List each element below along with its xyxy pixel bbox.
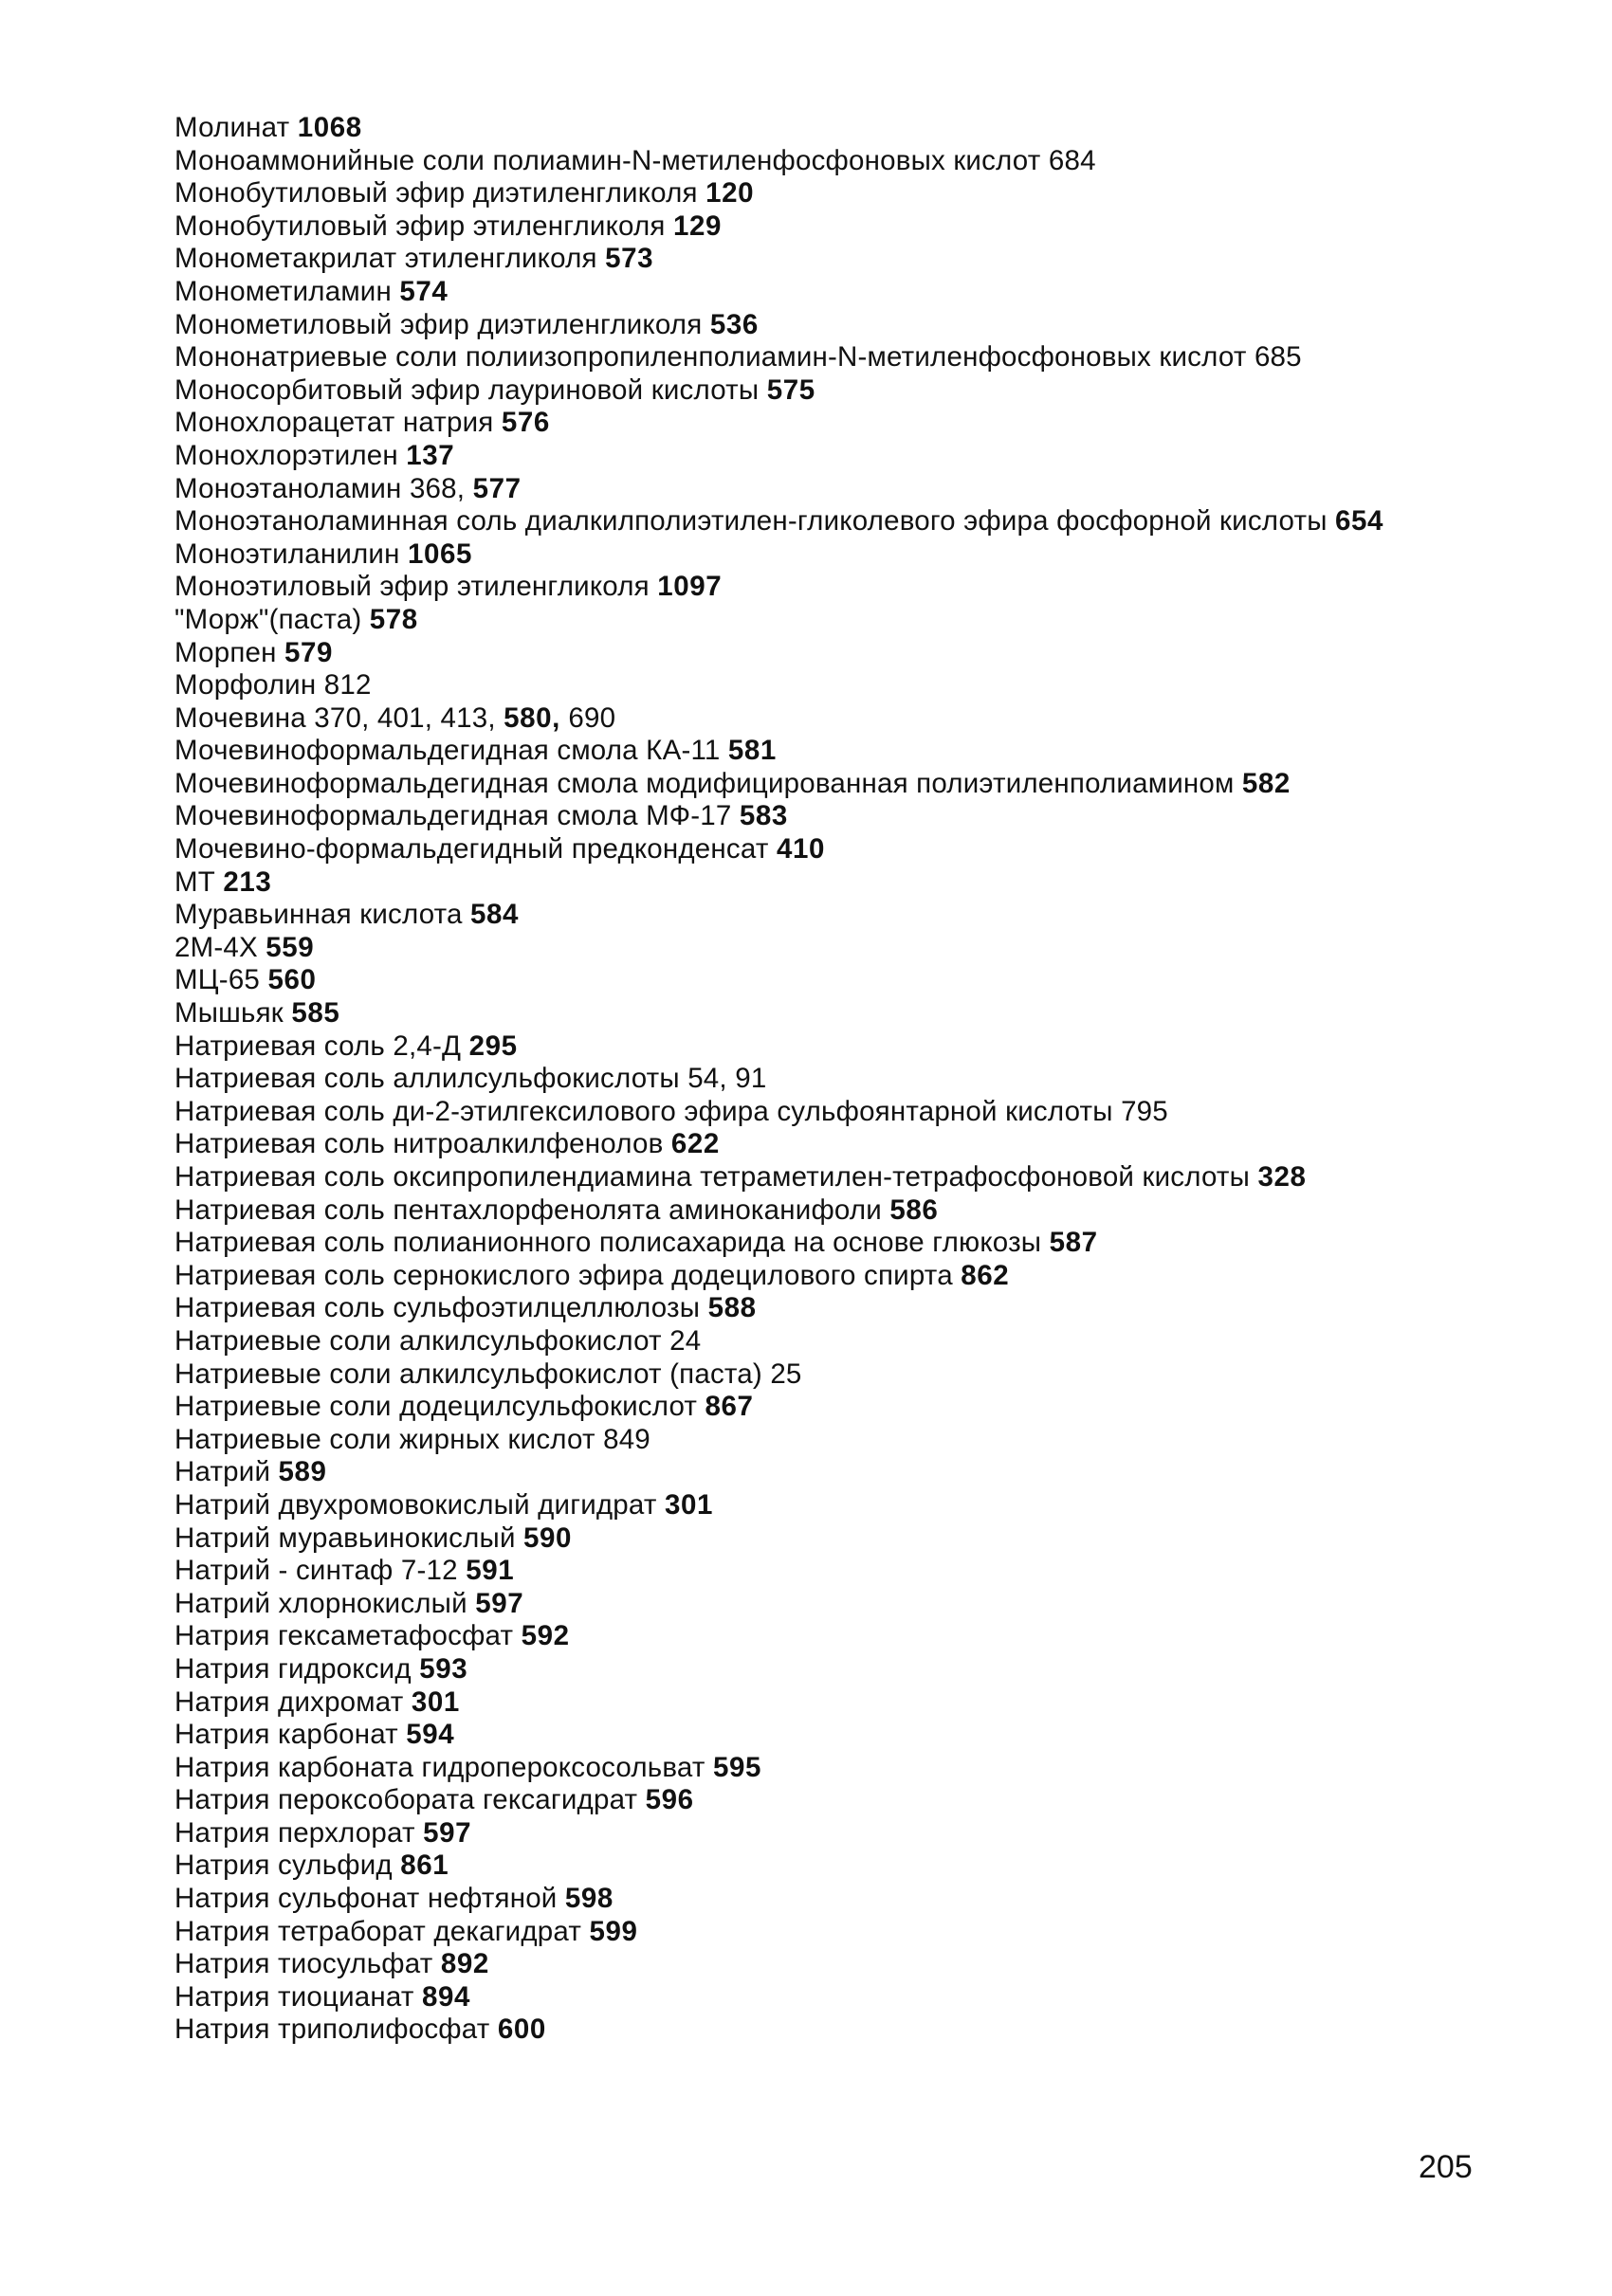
primary-page-reference: 1068	[297, 112, 362, 143]
index-term: Мышьяк	[174, 997, 284, 1030]
primary-page-reference: 573	[605, 243, 654, 275]
primary-page-reference: 600	[497, 2014, 546, 2046]
primary-page-reference: 596	[645, 1784, 694, 1816]
index-term: Монометакрилат этиленгликоля	[174, 243, 597, 275]
index-term: Монобутиловый эфир диэтиленгликоля	[174, 177, 698, 210]
index-entry	[174, 702, 1502, 736]
page-number: 205	[1419, 2149, 1473, 2185]
primary-page-reference: 301	[664, 1488, 713, 1521]
index-entry	[174, 1555, 1502, 1588]
primary-page-reference: 559	[266, 931, 315, 963]
page-reference: 690	[568, 702, 616, 734]
index-term: Натрия сульфонат нефтяной	[174, 1883, 558, 1915]
primary-page-reference: 579	[284, 636, 334, 668]
primary-page-reference: 584	[470, 899, 520, 931]
index-term: Натриевые соли алкилсульфокислот	[174, 1324, 662, 1357]
primary-page-reference: 1097	[657, 571, 723, 603]
index-term: Натриевая соль оксипропилендиамина тетраметилен-тетрафосфоновой кислоты	[174, 1161, 1251, 1193]
primary-page-reference: 590	[523, 1522, 573, 1554]
primary-page-reference: 120	[705, 177, 755, 210]
index-term: Моноаммонийные соли полиамин-N-метиленфосфоновых кислот	[174, 144, 1041, 176]
index-entry	[174, 341, 1502, 374]
index-term: Натрия карбоната гидропероксосольват	[174, 1751, 705, 1783]
primary-page-reference: 583	[739, 800, 788, 832]
index-entry	[174, 833, 1502, 866]
index-term: Натриевая соль пентахлорфенолята аминоканифоли	[174, 1194, 882, 1226]
index-term: Натриевые соли жирных кислот	[174, 1423, 595, 1455]
index-entry	[174, 505, 1502, 538]
page-reference: 684	[1048, 144, 1096, 176]
index-entry	[174, 1850, 1502, 1883]
index-term: Монометиламин	[174, 275, 392, 307]
primary-page-reference: 599	[589, 1915, 638, 1947]
index-term: Монохлорэтилен	[174, 439, 398, 471]
index-entry	[174, 1456, 1502, 1489]
page-reference: 54, 91	[687, 1063, 767, 1095]
index-entry	[174, 1686, 1502, 1720]
index-entry	[174, 309, 1502, 342]
index-entry	[174, 932, 1502, 965]
index-entry	[174, 1784, 1502, 1817]
index-term: Моноэтаноламин	[174, 472, 402, 504]
index-entry	[174, 1227, 1502, 1260]
index-term: МТ	[174, 866, 215, 898]
index-entry	[174, 604, 1502, 637]
index-entry	[174, 112, 1502, 145]
index-term: МЦ-65	[174, 964, 261, 996]
page-reference: 795	[1121, 1095, 1168, 1127]
index-term: Натрий - синтаф 7-12	[174, 1555, 458, 1587]
index-term: Натрия дихромат	[174, 1686, 404, 1718]
primary-page-reference: 594	[406, 1719, 455, 1751]
index-entry	[174, 1620, 1502, 1653]
index-term: Моноэтиланилин	[174, 538, 400, 570]
index-term: Натриевая соль ди-2-этилгексилового эфира сульфоянтарной кислоты	[174, 1095, 1113, 1127]
primary-page-reference: 301	[411, 1686, 460, 1718]
index-term: Натрий хлорнокислый	[174, 1587, 467, 1619]
primary-page-reference: 577	[472, 472, 522, 504]
page-reference: 25	[770, 1358, 802, 1390]
index-term: Муравьинная кислота	[174, 899, 463, 931]
primary-page-reference: 654	[1335, 505, 1384, 538]
index-entry	[174, 1588, 1502, 1621]
index-term: Морфолин	[174, 669, 317, 702]
index-entry	[174, 538, 1502, 572]
primary-page-reference: 578	[369, 603, 418, 635]
primary-page-reference: 894	[421, 1980, 471, 2013]
index-term: Натрия гексаметафосфат	[174, 1620, 514, 1652]
primary-page-reference: 595	[712, 1751, 761, 1783]
index-term: Мочевиноформальдегидная смола модифицированная полиэтиленполиамином	[174, 767, 1235, 799]
primary-page-reference: 582	[1241, 767, 1291, 799]
index-entry	[174, 866, 1502, 900]
index-term: Натрий	[174, 1456, 271, 1488]
index-entry	[174, 1817, 1502, 1850]
index-term: Мононатриевые соли полиизопропиленполиамин-N-метиленфосфоновых кислот	[174, 341, 1247, 374]
index-entry	[174, 440, 1502, 473]
subject-index-list	[174, 112, 1502, 2047]
index-entry	[174, 1128, 1502, 1161]
primary-page-reference: 328	[1257, 1161, 1307, 1193]
index-term: Моноэтиловый эфир этиленгликоля	[174, 571, 650, 603]
page-reference: 812	[323, 669, 372, 702]
index-term: Мочевина	[174, 702, 306, 734]
index-entry	[174, 1883, 1502, 1916]
primary-page-reference: 587	[1049, 1227, 1098, 1259]
index-term: Натриевая соль нитроалкилфенолов	[174, 1128, 664, 1160]
index-term: Монобутиловый эфир этиленгликоля	[174, 210, 666, 242]
index-entry	[174, 2014, 1502, 2047]
index-term: Натриевая соль 2,4-Д	[174, 1030, 462, 1062]
index-entry	[174, 1489, 1502, 1522]
index-entry	[174, 768, 1502, 801]
index-term: Натрия перхлорат	[174, 1816, 415, 1849]
index-entry	[174, 1981, 1502, 2014]
primary-page-reference: 593	[419, 1652, 468, 1685]
page-reference: 368,	[409, 472, 466, 504]
index-term: Морпен	[174, 636, 277, 668]
primary-page-reference: 588	[707, 1292, 757, 1324]
primary-page-reference: 560	[267, 964, 317, 996]
index-entry	[174, 1161, 1502, 1194]
index-term: Натриевая соль полианионного полисахарида на основе глюкозы	[174, 1227, 1042, 1259]
index-term: Натрия сульфид	[174, 1850, 393, 1882]
index-entry	[174, 374, 1502, 408]
index-term: Натрия триполифосфат	[174, 2014, 490, 2046]
index-entry	[174, 407, 1502, 440]
primary-page-reference: 580,	[504, 702, 560, 734]
primary-page-reference: 861	[400, 1850, 449, 1882]
primary-page-reference: 622	[670, 1128, 720, 1160]
index-entry	[174, 1424, 1502, 1457]
primary-page-reference: 589	[278, 1456, 327, 1488]
primary-page-reference: 213	[223, 866, 272, 898]
primary-page-reference: 410	[776, 833, 825, 866]
index-entry	[174, 1948, 1502, 1981]
index-term: 2М-4Х	[174, 931, 258, 963]
primary-page-reference: 575	[766, 374, 815, 406]
index-term: Натриевая соль аллилсульфокислоты	[174, 1063, 680, 1095]
index-entry	[174, 735, 1502, 768]
index-term: "Морж"(паста)	[174, 603, 362, 635]
primary-page-reference: 597	[475, 1587, 524, 1619]
page-reference: 849	[603, 1423, 650, 1455]
primary-page-reference: 892	[440, 1948, 489, 1980]
primary-page-reference: 598	[564, 1883, 614, 1915]
index-term: Натриевые соли додецилсульфокислот	[174, 1391, 698, 1423]
page-reference: 370, 401, 413,	[314, 702, 496, 734]
index-entry	[174, 1916, 1502, 1949]
index-entry	[174, 800, 1502, 833]
index-entry	[174, 1194, 1502, 1228]
primary-page-reference: 129	[673, 210, 723, 242]
index-entry	[174, 1260, 1502, 1293]
index-term: Натриевая соль сульфоэтилцеллюлозы	[174, 1292, 701, 1324]
index-term: Натрий двухромовокислый дигидрат	[174, 1488, 657, 1521]
primary-page-reference: 574	[399, 275, 449, 307]
index-entry	[174, 964, 1502, 997]
index-entry	[174, 1292, 1502, 1325]
index-term: Натрия тиоцианат	[174, 1980, 414, 2013]
index-entry	[174, 997, 1502, 1030]
page-reference: 24	[669, 1324, 702, 1357]
index-term: Мочевино-формальдегидный предконденсат	[174, 833, 769, 866]
index-entry	[174, 669, 1502, 702]
primary-page-reference: 591	[466, 1555, 515, 1587]
index-entry	[174, 1719, 1502, 1752]
index-entry	[174, 1391, 1502, 1424]
primary-page-reference: 862	[961, 1259, 1010, 1291]
index-term: Натрия карбонат	[174, 1719, 398, 1751]
primary-page-reference: 295	[468, 1030, 518, 1062]
index-entry	[174, 1030, 1502, 1064]
index-entry	[174, 1096, 1502, 1129]
primary-page-reference: 536	[709, 308, 759, 340]
index-term: Натрия тиосульфат	[174, 1948, 433, 1980]
index-term: Монометиловый эфир диэтиленгликоля	[174, 308, 703, 340]
index-entry	[174, 637, 1502, 670]
primary-page-reference: 137	[406, 439, 455, 471]
index-term: Натриевые соли алкилсульфокислот (паста)	[174, 1358, 762, 1390]
index-entry	[174, 473, 1502, 506]
index-term: Молинат	[174, 112, 290, 143]
index-entry	[174, 1358, 1502, 1392]
index-entry	[174, 210, 1502, 244]
primary-page-reference: 585	[291, 997, 340, 1030]
index-term: Моноэтаноламинная соль диалкилполиэтилен-гликолевого эфира фосфорной кислоты	[174, 505, 1328, 538]
index-term: Натрий муравьинокислый	[174, 1522, 516, 1554]
index-entry	[174, 1063, 1502, 1096]
primary-page-reference: 586	[889, 1194, 939, 1226]
index-entry	[174, 1653, 1502, 1686]
primary-page-reference: 576	[501, 407, 550, 439]
index-entry	[174, 1325, 1502, 1358]
index-term: Натрия пероксобората гексагидрат	[174, 1784, 638, 1816]
index-term: Мочевиноформальдегидная смола КА-11	[174, 735, 721, 767]
index-entry	[174, 177, 1502, 210]
index-entry	[174, 276, 1502, 309]
index-entry	[174, 1522, 1502, 1556]
index-entry	[174, 1752, 1502, 1785]
primary-page-reference: 597	[423, 1816, 472, 1849]
index-term: Моносорбитовый эфир лауриновой кислоты	[174, 374, 760, 406]
primary-page-reference: 867	[705, 1391, 754, 1423]
primary-page-reference: 581	[727, 735, 777, 767]
page-reference: 685	[1254, 341, 1302, 374]
index-term: Мочевиноформальдегидная смола МФ-17	[174, 800, 732, 832]
index-term: Натрия тетраборат декагидрат	[174, 1915, 582, 1947]
index-entry	[174, 243, 1502, 276]
index-term: Натрия гидроксид	[174, 1652, 412, 1685]
index-term: Монохлорацетат натрия	[174, 407, 494, 439]
primary-page-reference: 592	[521, 1620, 570, 1652]
index-entry	[174, 899, 1502, 932]
index-term: Натриевая соль сернокислого эфира додецилового спирта	[174, 1259, 953, 1291]
primary-page-reference: 1065	[407, 538, 473, 570]
index-entry	[174, 145, 1502, 178]
index-entry	[174, 571, 1502, 604]
